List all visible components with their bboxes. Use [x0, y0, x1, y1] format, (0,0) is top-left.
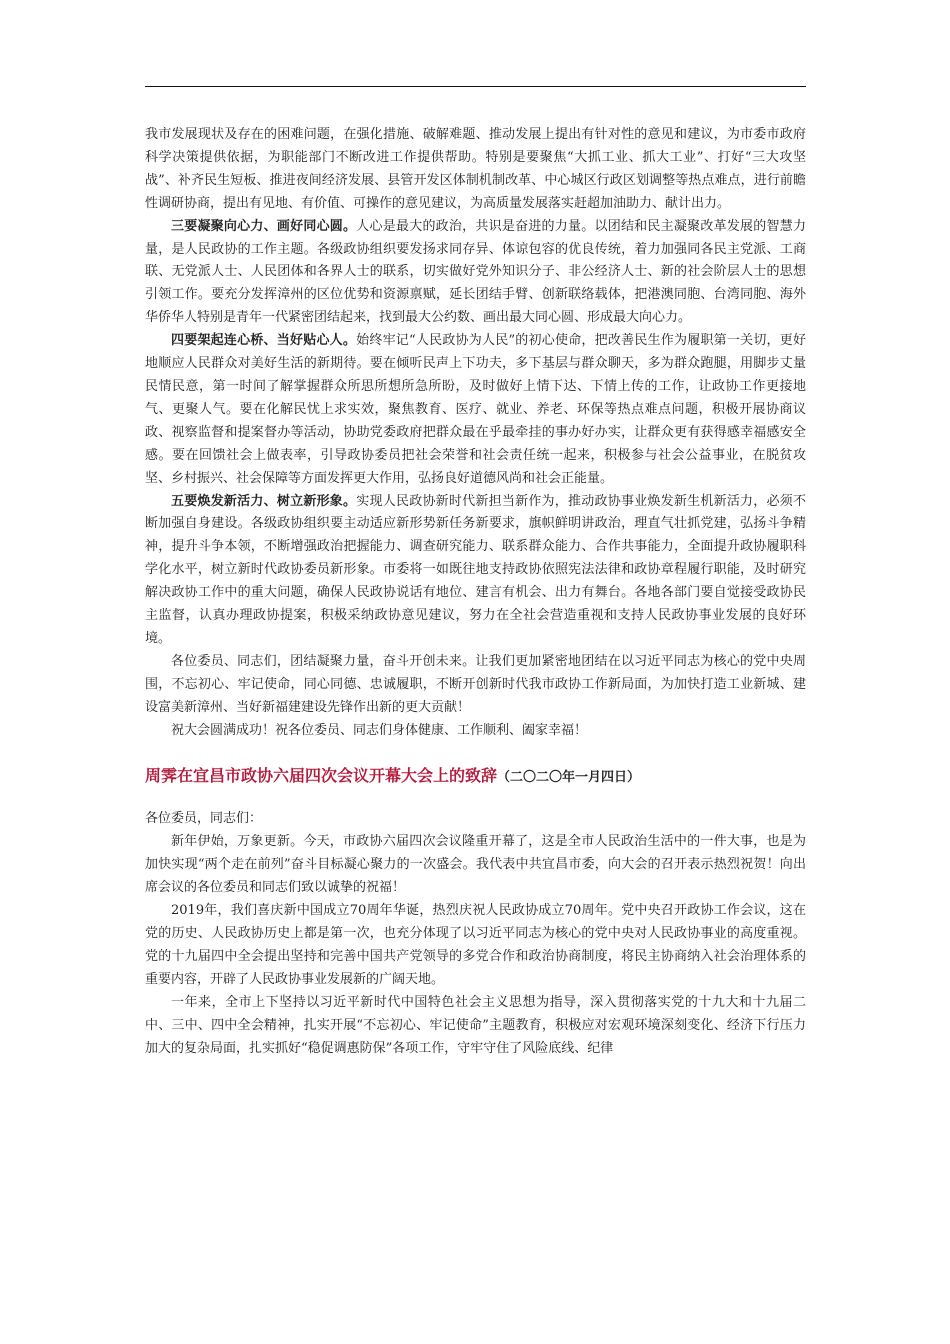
point-four-text: 始终牢记“人民政协为人民”的初心使命，把改善民生作为履职第一关切，更好地顺应人民群众对美好生活的新期待。要在倾听民声上下功夫，多下基层与群众聊天，多为群众跑腿，用脚步丈量民情民意，第一时间了解掌握群众所思所想所急所盼，及时做好上情下达、下情上传的工作，让政协工作更接地气、更聚人气。要在化解民忧上求实效，聚焦教育、医疗、就业、养老、环保等热点难点问题，积极开展协商议政、视察监督和提案督办等活动，协助党委政府把群众最在乎最牵挂的事办好办实，让群众更有获得感幸福感安全感。要在回馈社会上做表率，引导政协委员把社会荣誉和社会责任统一起来，积极参与社会公益事业，在脱贫攻坚、乡村振兴、社会保障等方面发挥更大作用，弘扬良好道德风尚和社会正能量。: [145, 333, 806, 486]
paragraph-closing: 各位委员、同志们，团结凝聚力量，奋斗开创未来。让我们更加紧密地团结在以习近平同志为核心的党中央周围，不忘初心、牢记使命，同心同德、忠诚履职，不断开创新时代我市政协工作新局面，为加快打造工业新城、建设富美新漳州、当好新福建建设先锋作出新的更大贡献！: [145, 653, 806, 715]
paragraph-point-three: [145, 216, 806, 331]
salutation: 各位委员，同志们：: [145, 811, 263, 827]
paragraph-wishes: 祝大会圆满成功！祝各位委员、同志们身体健康、工作顺利、阖家幸福！: [171, 722, 588, 738]
point-four-heading: 四要架起连心桥、当好贴心人。: [171, 333, 357, 349]
article-heading: [145, 764, 806, 790]
article-date: （二〇二〇年一月四日）: [497, 770, 641, 786]
article-paragraph: 新年伊始，万象更新。今天，市政协六届四次会议隆重开幕了，这是全市人民政治生活中的一件大事，也是为加快实现“两个走在前列”奋斗目标凝心聚力的一次盛会。我代表中共宜昌市委，向大会的召开表示热烈祝贺！向出席会议的各位委员和同志们致以诚挚的祝福！: [145, 834, 806, 896]
article-paragraph: 2019年，我们喜庆新中国成立70周年华诞，热烈庆祝人民政协成立70周年。党中央召开政协工作会议，这在党的历史、人民政协历史上都是第一次，也充分体现了以习近平同志为核心的党中央对人民政协事业的高度重视。党的十九届四中全会提出坚持和完善中国共产党领导的多党合作和政治协商制度，将民主协商纳入社会治理体系的重要内容，开辟了人民政协事业发展新的广阔天地。: [145, 903, 806, 987]
point-three-text: 人心是最大的政治，共识是奋进的力量。以团结和民主凝聚改革发展的智慧力量，是人民政协的工作主题。各级政协组织要发扬求同存异、体谅包容的优良传统，着力加强同各民主党派、工商联、无党派人士、人民团体和各界人士的联系，切实做好党外知识分子、非公经济人士、新的社会阶层人士的思想引领工作。要充分发挥漳州的区位优势和资源禀赋，延长团结手臂、创新联络载体，把港澳同胞、台湾同胞、海外华侨华人特别是青年一代紧密团结起来，找到最大公约数、画出最大同心圆、形成最大向心力。: [145, 218, 806, 326]
document-body: [145, 124, 806, 1060]
paragraph-point-five: [145, 491, 806, 651]
paragraph-point-four: [145, 330, 806, 490]
point-five-text: 实现人民政协新时代新担当新作为，推动政协事业焕发新生机新活力，必须不断加强自身建设。各级政协组织要主动适应新形势新任务新要求，旗帜鲜明讲政治，理直气壮抓党建，弘扬斗争精神，提升斗争本领，不断增强政治把握能力、调查研究能力、联系群众能力、合作共事能力，全面提升政协履职科学化水平，树立新时代政协委员新形象。市委将一如既往地支持政协依照宪法法律和政协章程履行职能，及时研究解决政协工作中的重大问题，确保人民政协说话有地位、建言有机会、出力有舞台。各地各部门要自觉接受政协民主监督，认真办理政协提案，积极采纳政协意见建议，努力在全社会营造重视和支持人民政协事业发展的良好环境。: [145, 493, 806, 646]
header-rule: [145, 86, 806, 87]
point-three-heading: 三要凝聚向心力、画好同心圆。: [171, 218, 357, 234]
article-paragraph: 一年来，全市上下坚持以习近平新时代中国特色社会主义思想为指导，深入贯彻落实党的十九大和十九届二中、三中、四中全会精神，扎实开展“不忘初心、牢记使命”主题教育，积极应对宏观环境深刻变化、经济下行压力加大的复杂局面，扎实抓好“稳促调惠防保”各项工作，守牢守住了风险底线、纪律: [145, 994, 806, 1056]
paragraph-continuation: 我市发展现状及存在的困难问题，在强化措施、破解难题、推动发展上提出有针对性的意见和建议，为市委市政府科学决策提供依据，为职能部门不断改进工作提供帮助。特别是要聚焦“大抓工业、抓大工业”、打好“三大攻坚战”、补齐民生短板、推进夜间经济发展、县管开发区体制机制改革、中心城区行政区划调整等热点难点，进行前瞻性调研协商，提出有见地、有价值、可操作的意见建议，为高质量发展落实赶超加油助力、献计出力。: [145, 127, 806, 211]
article-title: 周霁在宜昌市政协六届四次会议开幕大会上的致辞: [145, 766, 498, 786]
point-five-heading: 五要焕发新活力、树立新形象。: [171, 493, 357, 509]
